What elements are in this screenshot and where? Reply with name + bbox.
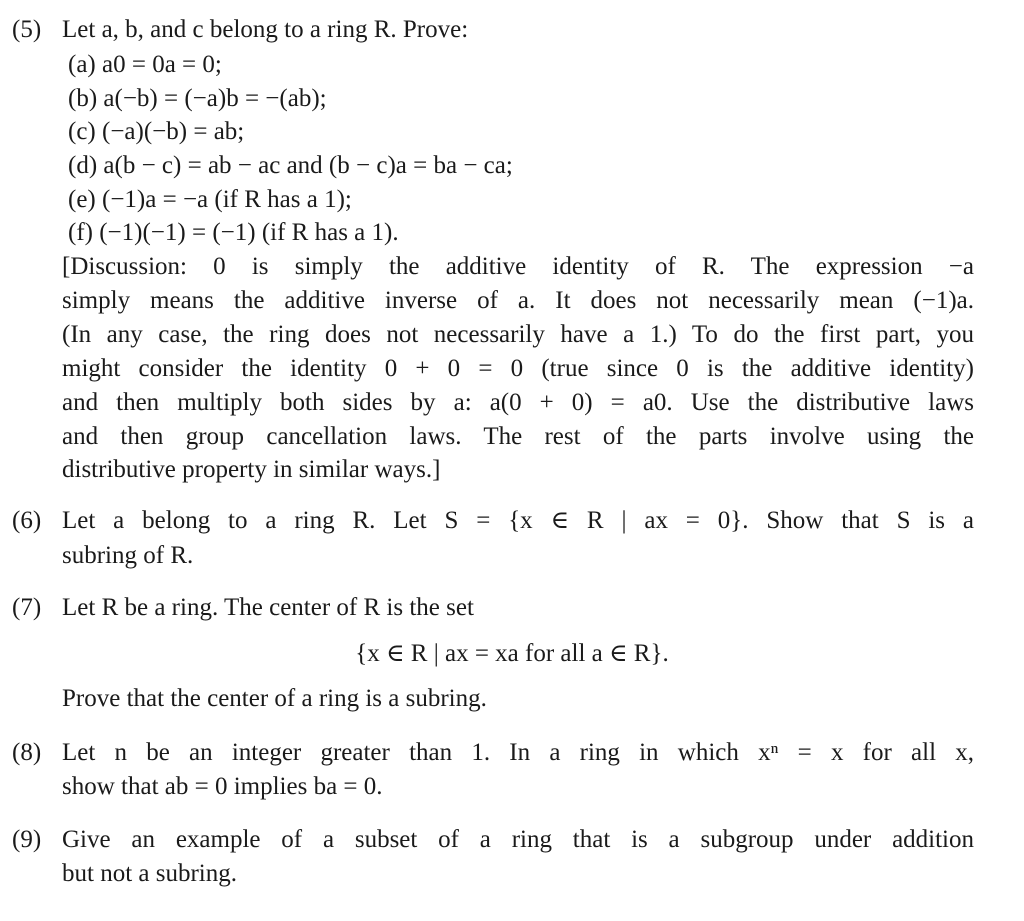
discussion-line: and then group cancellation laws. The rest of the parts involve using the — [62, 423, 974, 450]
problem-statement: Give an example of a subset of a ring that is a subgroup under addition — [62, 826, 974, 853]
discussion-line: distributive property in similar ways.] — [62, 456, 441, 483]
part-text: (b) a(−b) = (−a)b = −(ab); — [68, 85, 327, 112]
center-set-display: {x ∈ R | ax = xa for all a ∈ R}. — [355, 640, 669, 667]
problem-statement-continued: but not a subring. — [62, 860, 237, 887]
problem-statement: Let R be a ring. The center of R is the set — [62, 594, 474, 621]
problem-statement-continued: show that ab = 0 implies ba = 0. — [62, 773, 383, 800]
problem-number: (7) — [12, 594, 42, 621]
problem-statement: Let a belong to a ring R. Let S = {x ∈ R | ax = 0}. Show that S is a — [62, 507, 974, 534]
problem-number: (8) — [12, 739, 42, 766]
part-text: (f) (−1)(−1) = (−1) (if R has a 1). — [68, 219, 399, 246]
part-text: (d) a(b − c) = ab − ac and (b − c)a = ba − ca; — [68, 152, 513, 179]
discussion-line: simply means the additive inverse of a. It does not necessarily mean (−1)a. — [62, 287, 974, 314]
problem-statement: Let n be an integer greater than 1. In a ring in which xⁿ = x for all x, — [62, 739, 974, 766]
part-text: (a) a0 = 0a = 0; — [68, 51, 222, 78]
discussion-line: [Discussion: 0 is simply the additive identity of R. The expression −a — [62, 253, 974, 280]
problem-number: (6) — [12, 507, 42, 534]
discussion-line: and then multiply both sides by a: a(0 + 0) = a0. Use the distributive laws — [62, 389, 974, 416]
problem-statement-continued: subring of R. — [62, 542, 194, 569]
part-text: (e) (−1)a = −a (if R has a 1); — [68, 186, 352, 213]
problem-statement: Let a, b, and c belong to a ring R. Prove: — [62, 16, 469, 43]
problem-statement-continued: Prove that the center of a ring is a subring. — [62, 685, 487, 712]
discussion-line: might consider the identity 0 + 0 = 0 (true since 0 is the additive identity) — [62, 355, 974, 382]
problem-number: (5) — [12, 16, 42, 43]
discussion-line: (In any case, the ring does not necessarily have a 1.) To do the first part, you — [62, 321, 974, 348]
problem-number: (9) — [12, 826, 42, 853]
part-text: (c) (−a)(−b) = ab; — [68, 118, 245, 145]
